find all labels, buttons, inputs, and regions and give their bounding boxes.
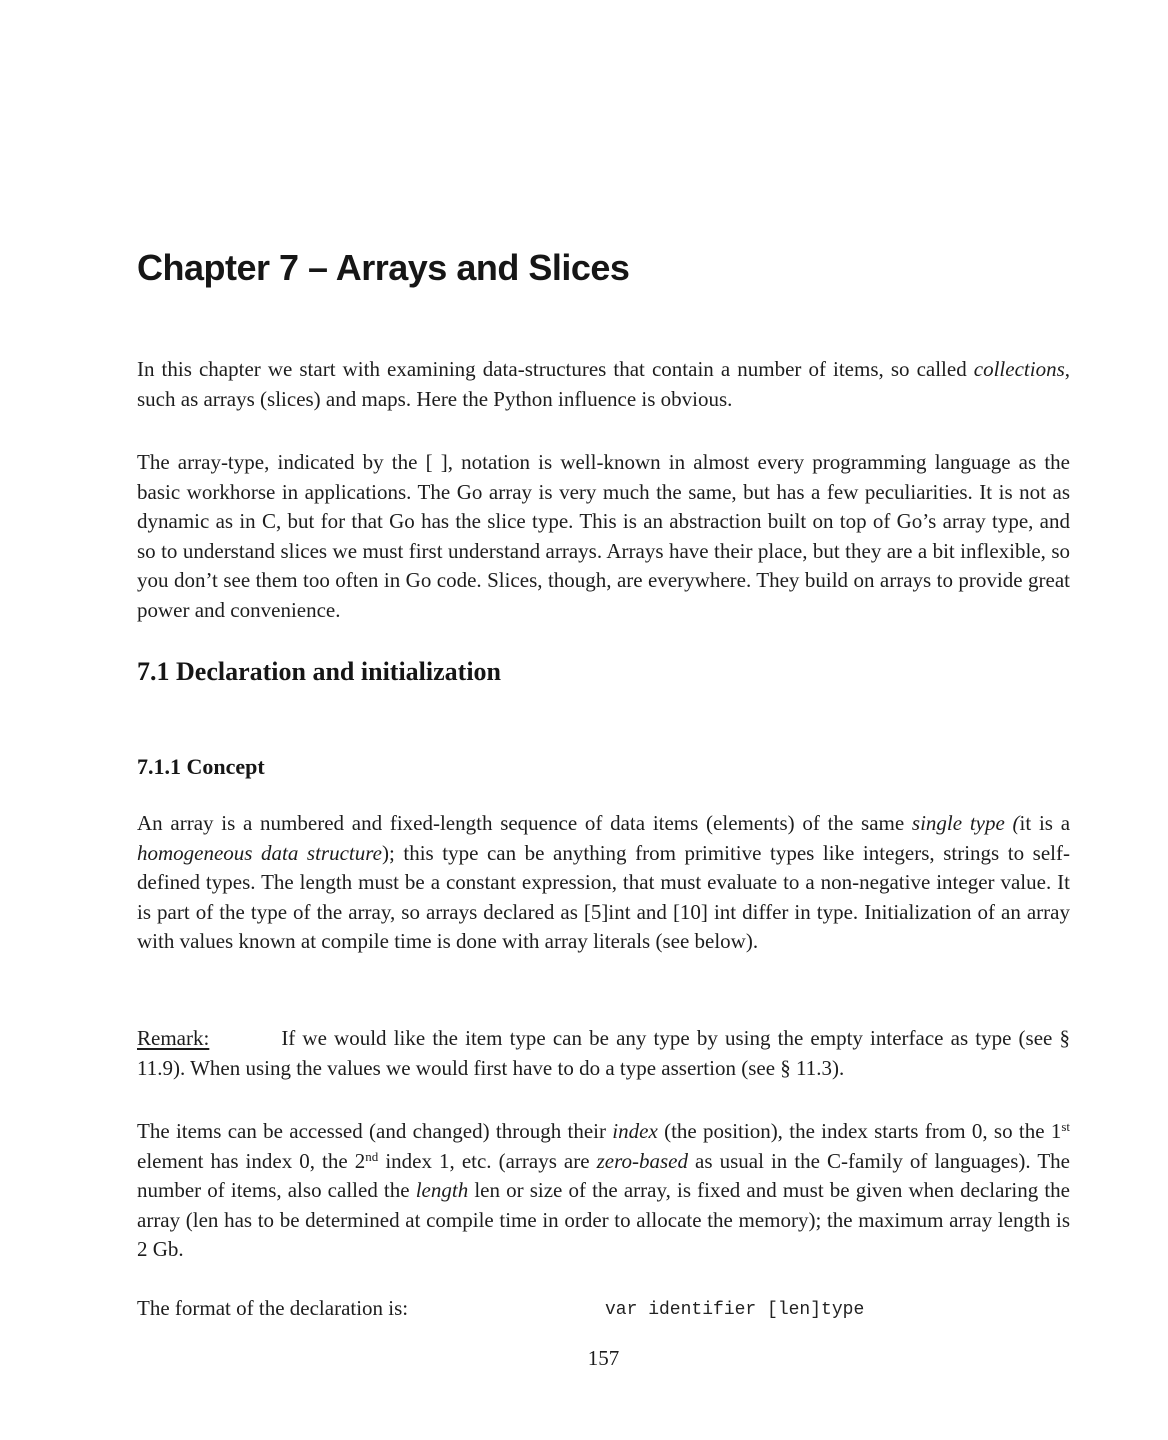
remark-label: Remark:	[137, 1026, 210, 1050]
section-heading-declaration-initialization: 7.1 Declaration and initialization	[137, 657, 501, 686]
paragraph-concept: An array is a numbered and fixed-length sequence of data items (elements) of the same single type (it is a homogeneous data structure); this type can be anything from primitive types like integers, strings to self-defined types. The length must be a constant expression, that must evaluate to a non-negative integer value. It is part of the type of the array, so arrays declared as [5]int and [10] int differ in type. Initialization of an array with values known at compile time is done with array literals (see below).	[137, 811, 1071, 954]
declaration-format-code: var identifier [len]type	[605, 1300, 865, 1320]
declaration-format-label: The format of the declaration is:	[137, 1296, 409, 1320]
paragraph-array-type: The array-type, indicated by the [ ], notation is well-known in almost every programming language as the basic workhorse in applications. The Go array is very much the same, but has a few peculiarities. It is not as dynamic as in C, but for that Go has the slice type. This is an abstraction built on top of Go’s array type, and so to understand slices we must first understand arrays. Arrays have their place, but they are a bit inflexible, so you don’t see them too often in Go code. Slices, though, are everywhere. They build on arrays to provide great power and convenience.	[137, 450, 1070, 622]
subsection-heading-concept: 7.1.1 Concept	[137, 754, 265, 779]
chapter-title: Chapter 7 – Arrays and Slices	[137, 247, 630, 288]
paragraph-remark	[137, 1024, 1070, 1083]
paragraph-index-access: The items can be accessed (and changed) through their index (the position), the index starts from 0, so the 1st element has index 0, the 2nd index 1, etc. (arrays are zero-based as usual in the C-family of languages). The number of items, also called the length len or size of the array, is fixed and must be given when declaring the array (len has to be determined at compile time in order to allocate the memory); the maximum array length is 2 Gb.	[137, 1119, 1071, 1262]
declaration-format-line	[137, 1294, 1070, 1324]
remark-text: If we would like the item type can be any type by using the empty interface as type (see § 11.9). When using the values we would first have to do a type assertion (see § 11.3).	[137, 1026, 1070, 1080]
paragraph-intro: In this chapter we start with examining data-structures that contain a number of items, so called collections, such as arrays (slices) and maps. Here the Python influence is obvious.	[137, 357, 1070, 411]
page-number: 157	[587, 1346, 620, 1370]
